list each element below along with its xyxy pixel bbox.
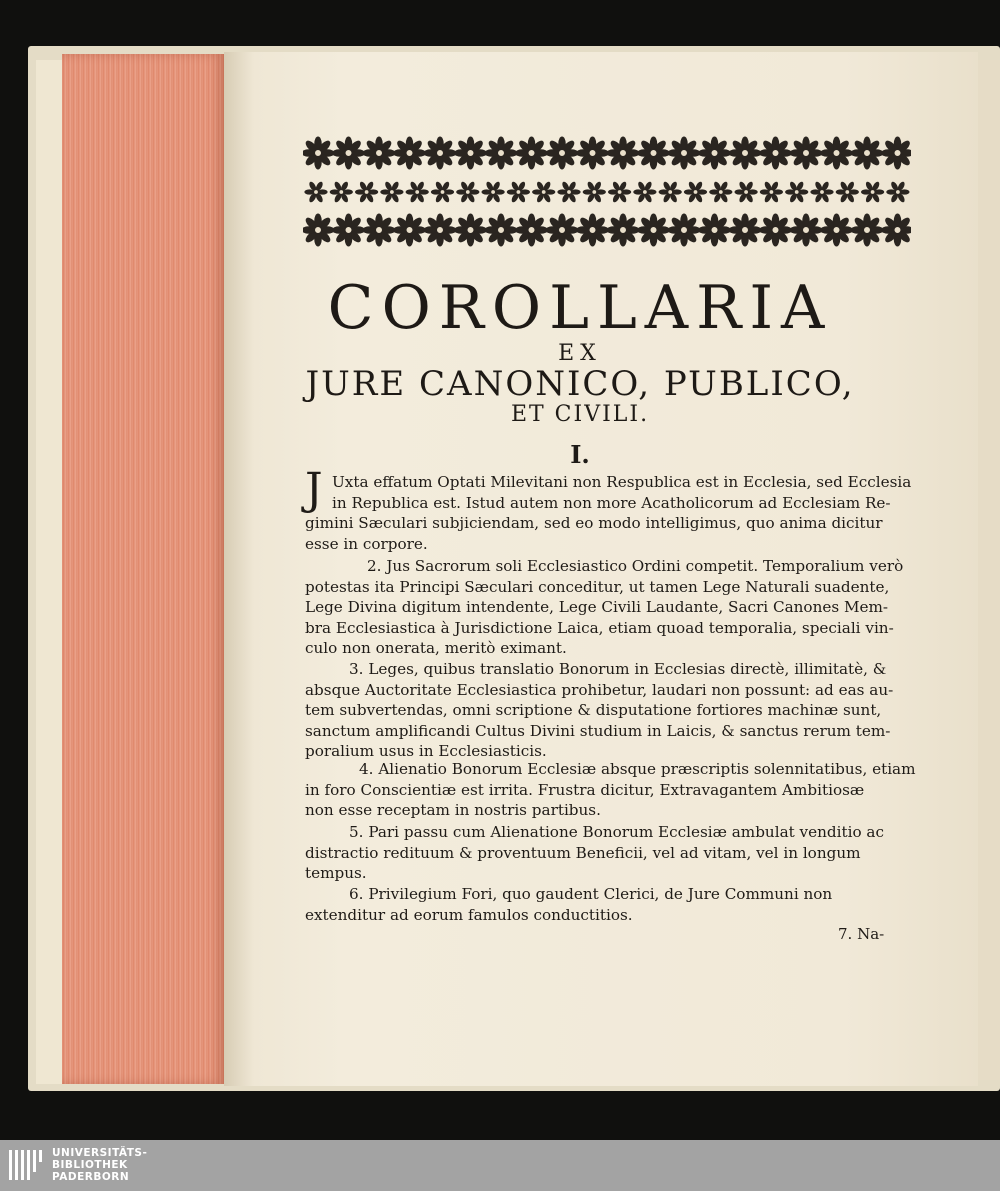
paragraph-2 <box>305 556 910 659</box>
text-line: in Republica est. Istud autem non more Acatholicorum ad Ecclesiam Re- <box>332 493 891 512</box>
text-line: absque Auctoritate Ecclesiastica prohibetur, laudari non possunt: ad eas au- <box>305 680 894 699</box>
text-line: Uxta effatum Optati Milevitani non Respublica est in Ecclesia, sed Ecclesia <box>332 473 912 491</box>
text-line: Lege Divina digitum intendente, Lege Civili Laudante, Sacri Canones Mem- <box>305 598 889 617</box>
text-line: 2. Jus Sacrorum soli Ecclesiastico Ordini competit. Temporalium verò <box>367 557 904 575</box>
text-line: gimini Sæculari subjiciendam, sed eo modo intelligimus, quo anima dicitur <box>305 514 883 532</box>
paragraph-3 <box>305 659 910 762</box>
page-margin-left <box>36 60 62 1084</box>
catchword: 7. Na- <box>838 925 885 943</box>
paragraph-5 <box>305 822 910 884</box>
text-line: potestas ita Principi Sæculari conceditur, ut tamen Lege Naturali suadente, <box>305 577 890 596</box>
subtitle-civili: ET CIVILI. <box>510 402 650 427</box>
paragraph-6 <box>305 884 910 925</box>
paragraph-1-tail <box>305 513 910 554</box>
text-line: 6. Privilegium Fori, quo gaudent Clerici, de Jure Communi non <box>349 885 833 903</box>
text-line: tem subvertendas, omni scriptione & disputatione fortiores machinæ sunt, <box>305 701 882 720</box>
subtitle-ex: EX <box>558 341 602 366</box>
paragraph-1-head <box>332 472 910 513</box>
main-title: COROLLARIA <box>327 273 833 343</box>
text-line: culo non onerata, meritò eximant. <box>305 639 567 658</box>
text-line: distractio redituum & proventuum Beneficii, vel ad vitam, vel in longum <box>305 843 861 862</box>
library-name-line-3: PADERBORN <box>52 1171 130 1183</box>
text-line: 3. Leges, quibus translatio Bonorum in Ecclesias directè, illimitatè, & <box>349 660 887 678</box>
text-line: bra Ecclesiastica à Jurisdictione Laica, etiam quoad temporalia, speciali vin- <box>305 618 894 637</box>
library-logo-icon <box>8 1148 44 1182</box>
text-line: sanctum amplificandi Cultus Divini studium in Laicis, & sanctus rerum tem- <box>305 721 891 740</box>
paragraph-4 <box>305 759 916 821</box>
library-name-line-2: BIBLIOTHEK <box>52 1159 128 1171</box>
library-name-line-1: UNIVERSITÄTS- <box>52 1147 148 1159</box>
subtitle-jure: JURE CANONICO, PUBLICO, <box>305 364 855 404</box>
text-line: tempus. <box>305 864 367 883</box>
floral-ornament-band <box>303 133 911 249</box>
text-line: 5. Pari passu cum Alienatione Bonorum Ecclesiæ ambulat venditio ac <box>349 823 884 841</box>
library-footer <box>0 1140 1000 1191</box>
text-line: extenditur ad eorum famulos conductitios. <box>305 905 633 924</box>
text-line: 4. Alienatio Bonorum Ecclesiæ absque præscriptis solennitatibus, etiam <box>359 760 916 778</box>
text-line: esse in corpore. <box>305 534 428 553</box>
next-page-edge <box>978 60 1000 1080</box>
red-page-edges <box>62 54 224 1084</box>
section-number: I. <box>570 440 590 469</box>
drop-cap: J <box>305 464 323 515</box>
text-line: non esse receptam in nostris partibus. <box>305 801 601 820</box>
text-line: poralium usus in Ecclesiasticis. <box>305 742 547 761</box>
text-line: in foro Conscientiæ est irrita. Frustra dicitur, Extravagantem Ambitiosæ <box>305 780 865 799</box>
